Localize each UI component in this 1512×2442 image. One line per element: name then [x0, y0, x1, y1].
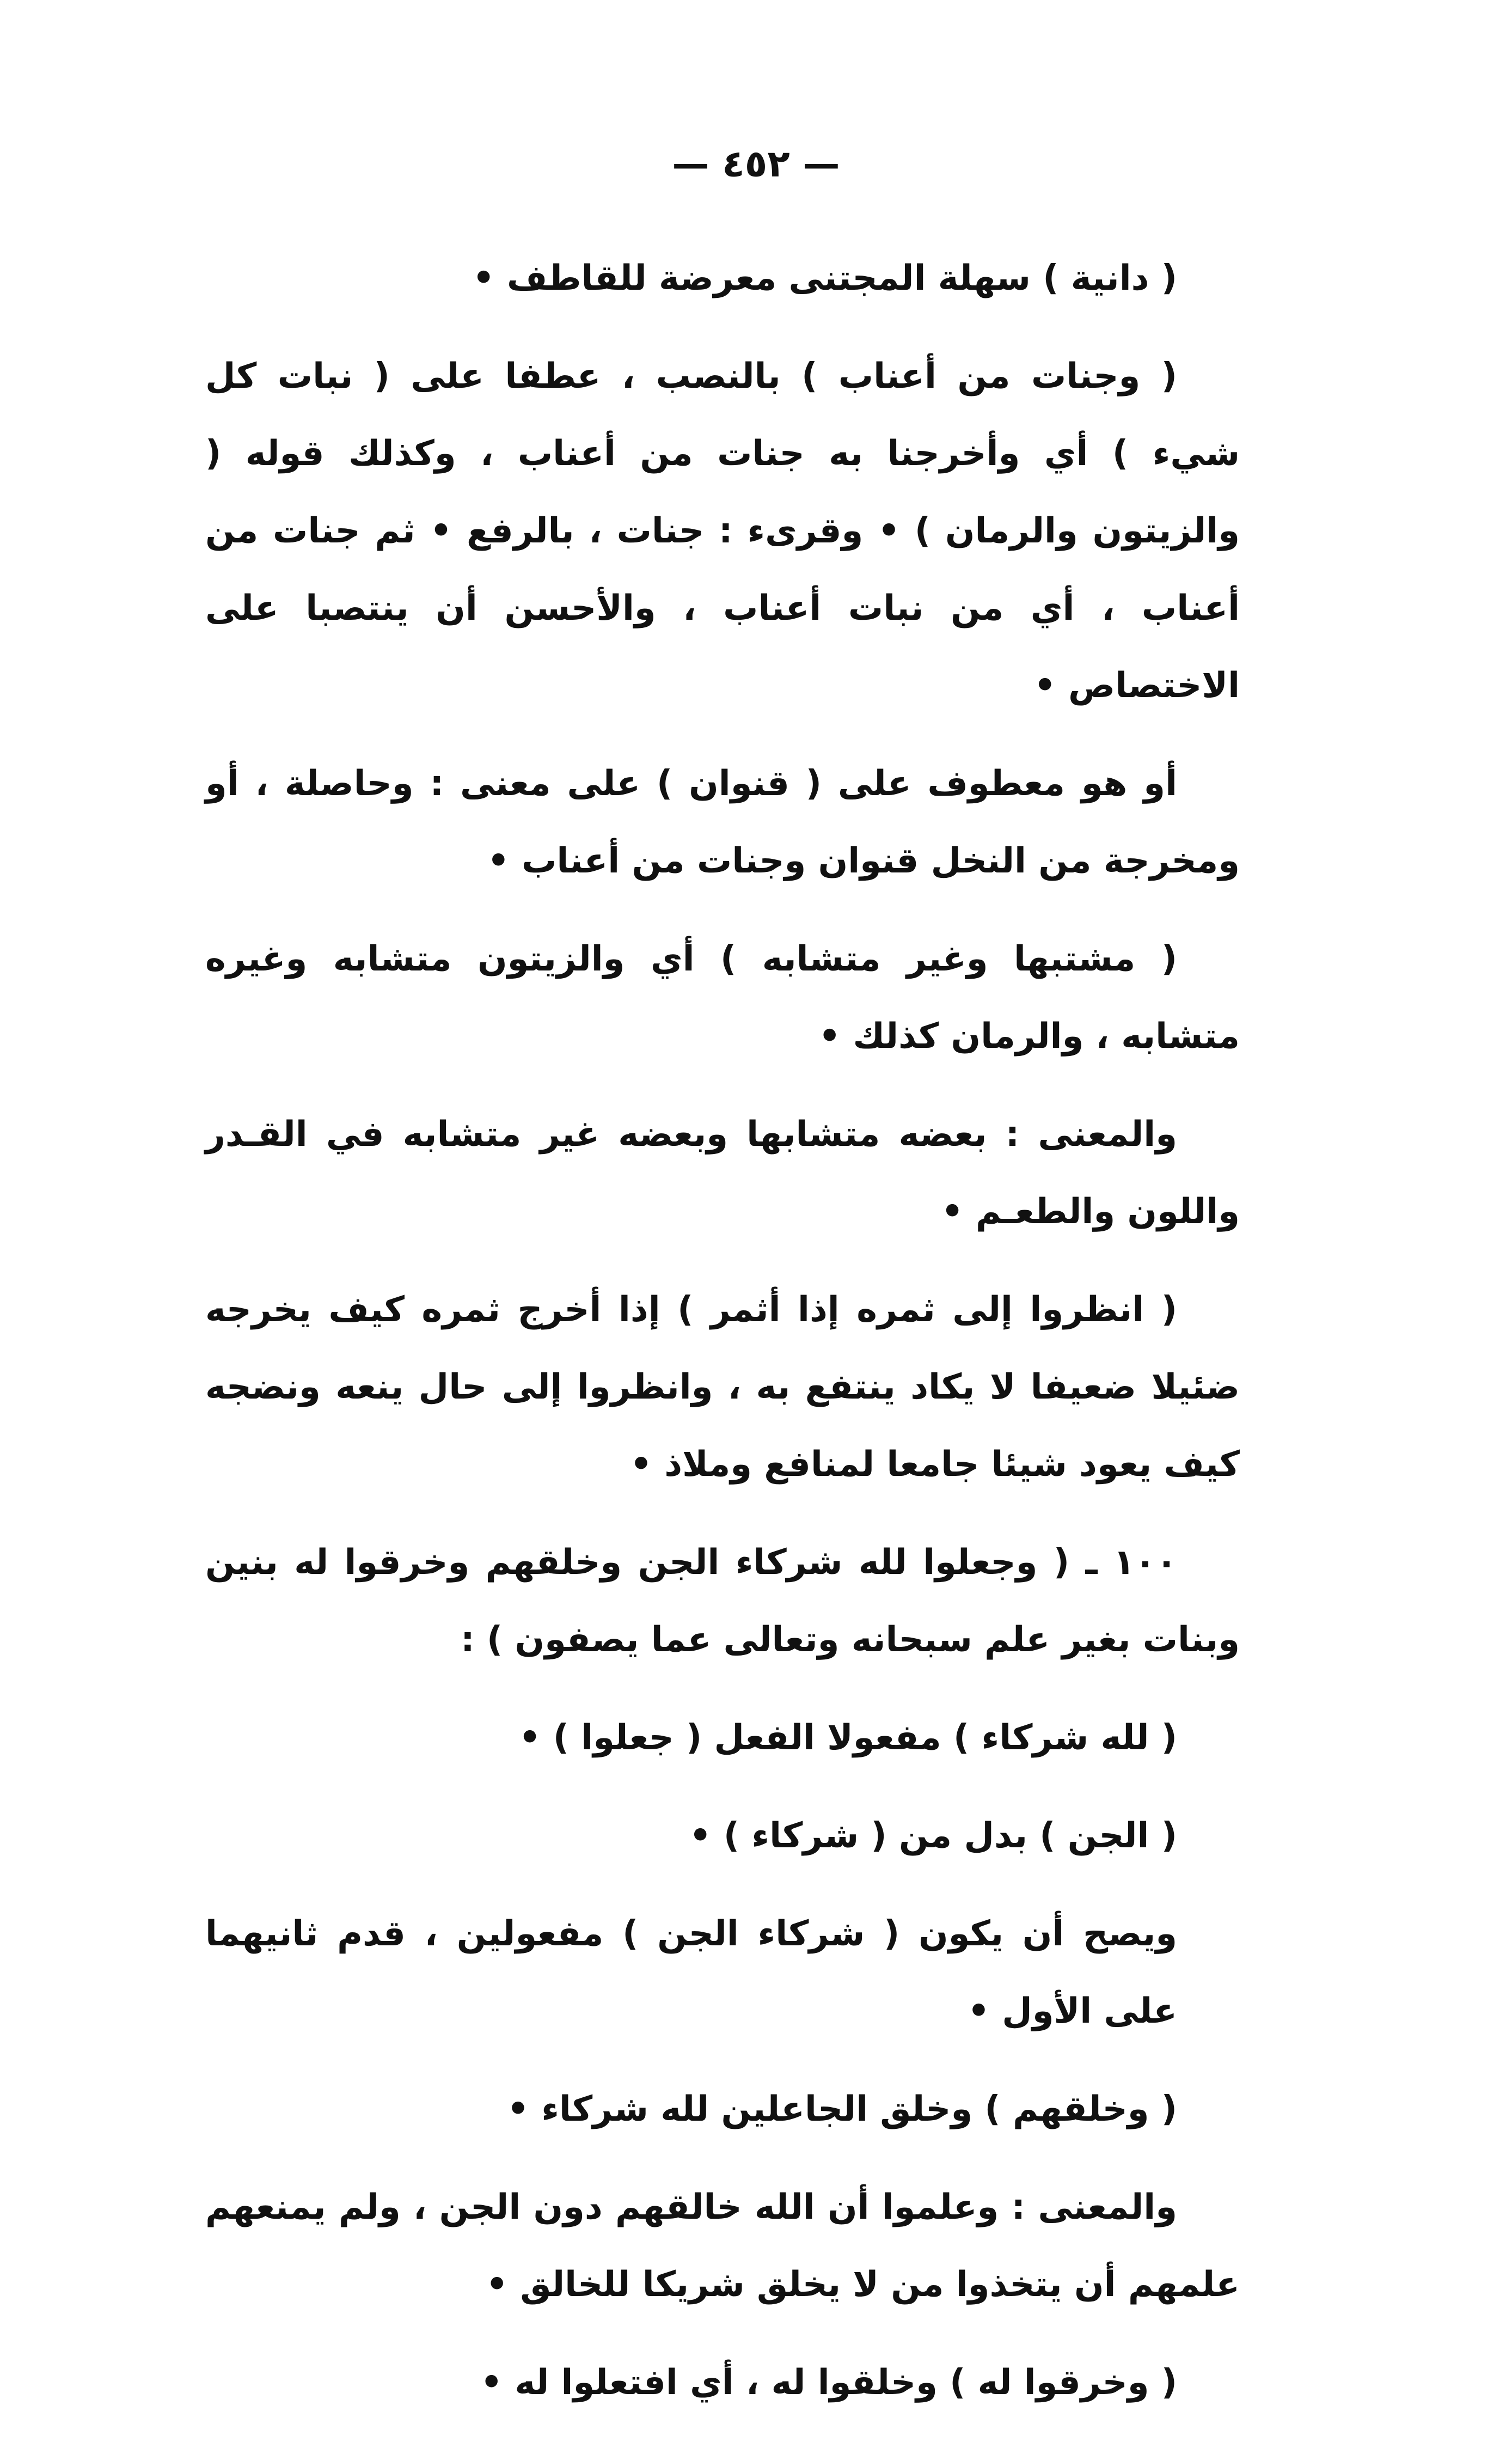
page-number: — ٤٥٢ —: [672, 143, 840, 186]
paragraph: ( وجنات من أعناب ) بالنصب ، عطفا على ( نبات كل شيء ) أي وأخرجنا به جنات من أعناب ، وكذلك قوله ( والزيتون والرمان ) • وقرىء : جنات ، بالرفع • ثم جنات من أعناب ، أي من نبات أعناب ، والأحسن أن ينتصبا على الاختصاص •: [205, 356, 1240, 706]
paragraph: ١٠٠ ـ ( وجعلوا لله شركاء الجن وخلقهم وخرقوا له بنين وبنات بغير علم سبحانه وتعالى عما يصفون ) :: [205, 1542, 1240, 1660]
paragraph: ( دانية ) سهلة المجتنى معرضة للقاطف •: [472, 258, 1177, 298]
paragraph: والمعنى : بعضه متشابها وبعضه غير متشابه في القـدر واللون والطعـم •: [205, 1114, 1240, 1232]
paragraph: أو هو معطوف على ( قنوان ) على معنى : وحاصلة ، أو ومخرجة من النخل قنوان وجنات من أعناب •: [205, 764, 1240, 881]
paragraph: ( الجن ) بدل من ( شركاء ) •: [689, 1816, 1177, 1856]
paragraph: ( مشتبها وغير متشابه ) أي والزيتون متشابه وغيره متشابه ، والرمان كذلك •: [205, 939, 1240, 1057]
paragraph: ويصح أن يكون ( شركاء الجن ) مفعولين ، قدم ثانيهما على الأول •: [205, 1914, 1177, 2031]
body-text: [205, 240, 1240, 2442]
paragraph: ( لله شركاء ) مفعولا الفعل ( جعلوا ) •: [518, 1718, 1177, 1758]
paragraph: والمعنى : وعلموا أن الله خالقهم دون الجن ، ولم يمنعهم علمهم أن يتخذوا من لا يخلق شريكا للخالق •: [205, 2187, 1240, 2305]
paragraph: ( وخلقهم ) وخلق الجاعلين لله شركاء •: [507, 2089, 1177, 2129]
paragraph: ( وخرقوا له ) وخلقوا له ، أي افتعلوا له •: [480, 2362, 1177, 2403]
paragraph: ( انظروا إلى ثمره إذا أثمر ) إذا أخرج ثمره كيف يخرجه ضئيلا ضعيفا لا يكاد ينتفع به ، وانظروا إلى حال ينعه ونضجه كيف يعود شيئا جامعا لمنافع وملاذ •: [205, 1290, 1240, 1485]
